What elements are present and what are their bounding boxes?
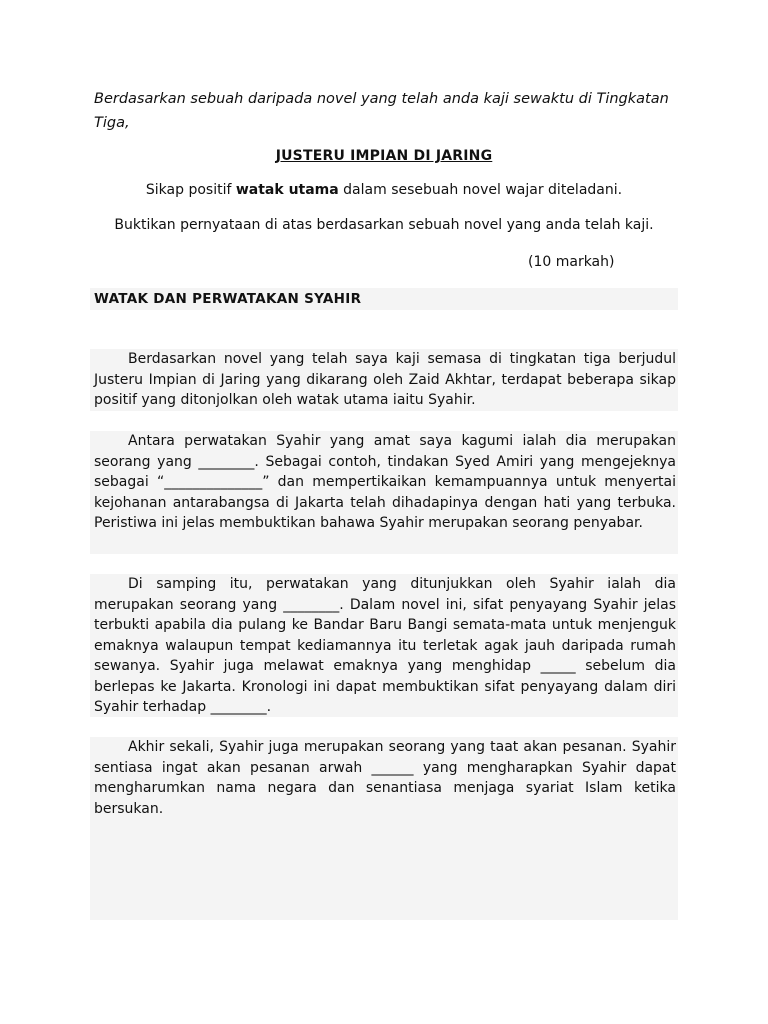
- marks-label: (10 markah): [528, 254, 615, 270]
- question-instruction: Buktikan pernyataan di atas berdasarkan sebuah novel yang anda telah kaji.: [114, 217, 654, 233]
- section-heading: WATAK DAN PERWATAKAN SYAHIR: [90, 288, 678, 310]
- paragraph-introduction: Berdasarkan novel yang telah saya kaji semasa di tingkatan tiga berjudul Justeru Impian di Jaring yang dikarang oleh Zaid Akhtar, terdapat beberapa sikap positif yang ditonjolkan oleh watak utama iaitu Syahir.: [90, 349, 678, 411]
- novel-title: JUSTERU IMPIAN DI JARING: [275, 148, 493, 164]
- paragraph-character-trait-2: Di samping itu, perwatakan yang ditunjukkan oleh Syahir ialah dia merupakan seorang yang ________. Dalam novel ini, sifat penyayang Syahir jelas terbukti apabila dia pulang ke Bandar Baru Bangi semata-mata untuk menjenguk emaknya walaupun tempat kediamannya itu terletak agak jauh daripada rumah sewanya. Syahir juga melawat emaknya yang menghidap _____ sebelum dia berlepas ke Jakarta. Kronologi ini dapat membuktikan sifat penyayang dalam diri Syahir terhadap ________.: [90, 574, 678, 717]
- statement-text-before: Sikap positif: [145, 182, 236, 198]
- paragraph-character-trait-1: Antara perwatakan Syahir yang amat saya kagumi ialah dia merupakan seorang yang ________. Sebagai contoh, tindakan Syed Amiri yang mengejeknya sebagai “______________” dan mempertikaikan kemampuannya untuk menyertai kejohanan antarabangsa di Jakarta telah dihadapinya dengan hati yang terbuka. Peristiwa ini jelas membuktikan bahawa Syahir merupakan seorang penyabar.: [90, 431, 678, 554]
- statement-bold-text: watak utama: [235, 182, 339, 198]
- question-statement: [0, 182, 768, 198]
- question-intro: Berdasarkan sebuah daripada novel yang telah anda kaji sewaktu di Tingkatan Tiga,: [94, 91, 669, 131]
- statement-text-after: dalam sesebuah novel wajar diteladani.: [338, 182, 623, 198]
- paragraph-character-trait-3: Akhir sekali, Syahir juga merupakan seorang yang taat akan pesanan. Syahir sentiasa ingat akan pesanan arwah ______ yang mengharapkan Syahir dapat mengharumkan nama negara dan senantiasa menjaga syariat Islam ketika bersukan.: [90, 737, 678, 920]
